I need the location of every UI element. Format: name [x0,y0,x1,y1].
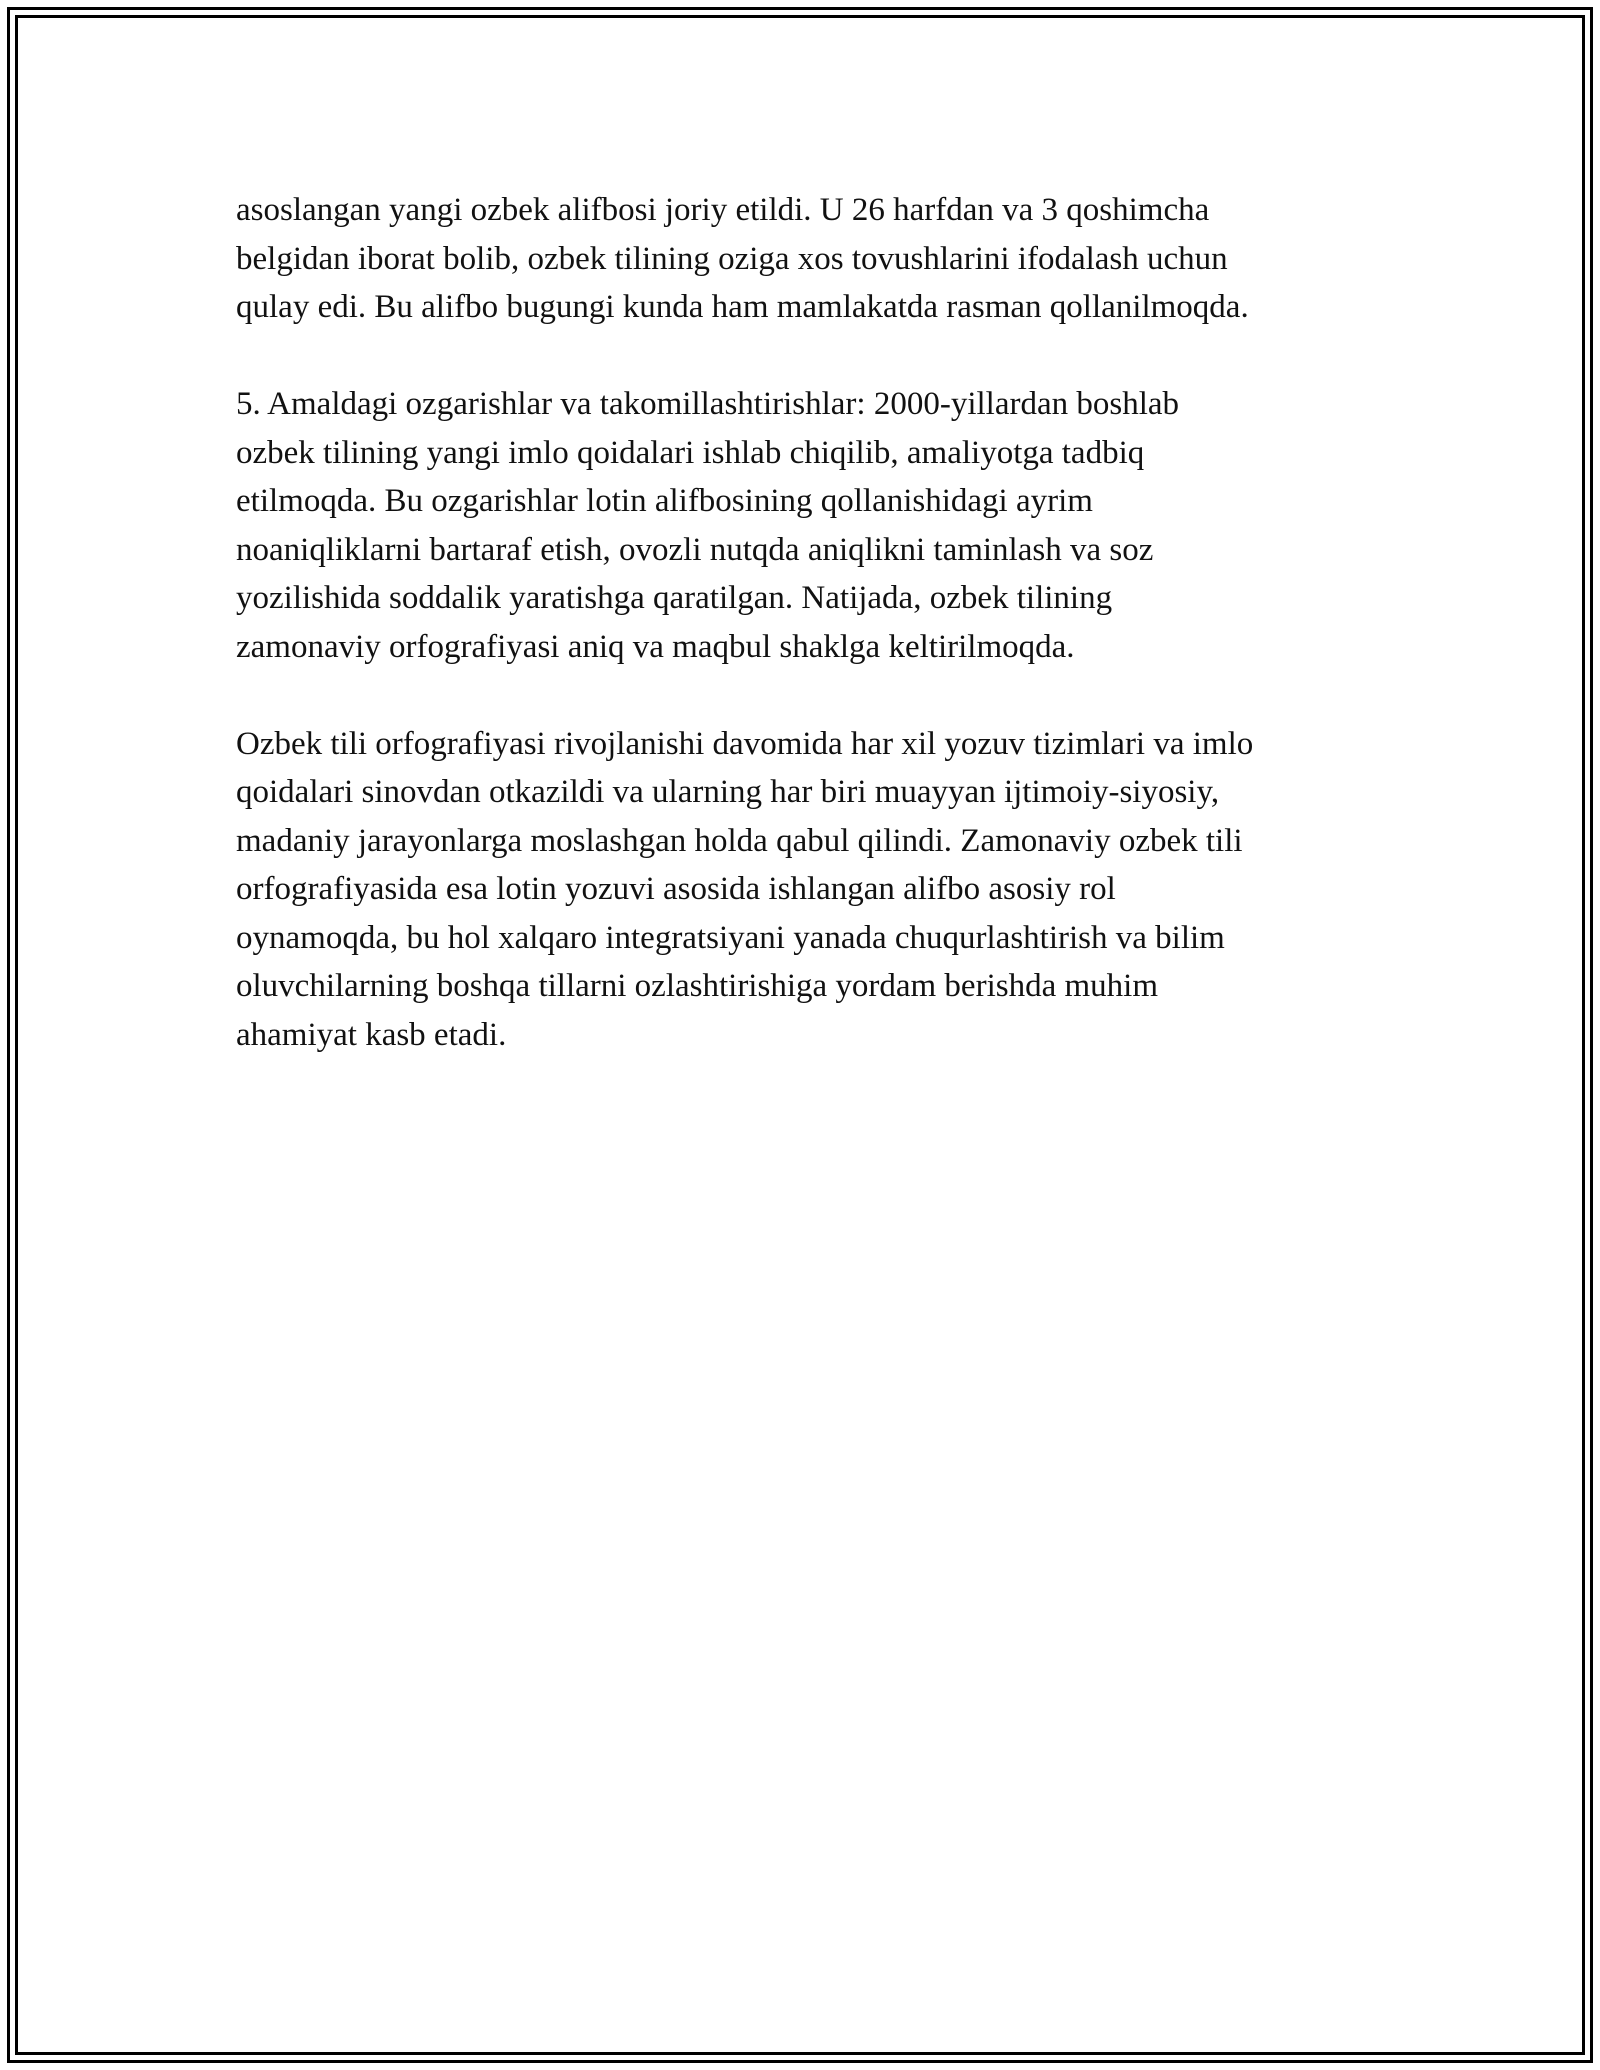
text-line: yozilishida soddalik yaratishga qaratilgan. Natijada, ozbek tilining [236,580,1113,616]
text-line: qulay edi. Bu alifbo bugungi kunda ham mamlakatda rasman qollanilmoqda. [236,289,1249,325]
paragraph-conclusion [236,720,1376,1060]
text-line: madaniy jarayonlarga moslashgan holda qabul qilindi. Zamonaviy ozbek tili [236,822,1243,859]
text-line: zamonaviy orfografiyasi aniq va maqbul shaklga keltirilmoqda. [236,628,1075,665]
text-line: 5. Amaldagi ozgarishlar va takomillashtirishlar: 2000-yillardan boshlab [236,386,1180,422]
text-line: Ozbek tili orfografiyasi rivojlanishi davomida har xil yozuv tizimlari va imlo [236,725,1254,762]
text-line: etilmoqda. Bu ozgarishlar lotin alifbosining qollanishidagi ayrim [236,483,1093,519]
text-line: qoidalari sinovdan otkazildi va ularning har biri muayyan ijtimoiy-siyosiy, [236,774,1220,810]
text-line: orfografiyasida esa lotin yozuvi asosida ishlangan alifbo asosiy rol [236,871,1116,907]
text-line: ahamiyat kasb etadi. [236,1016,507,1053]
paragraph-alphabet-introduction [236,186,1376,332]
text-line: belgidan iborat bolib, ozbek tilining oziga xos tovushlarini ifodalash uchun [236,240,1228,277]
text-line: ozbek tilining yangi imlo qoidalari ishlab chiqilib, amaliyotga tadbiq [236,434,1145,471]
text-line: oynamoqda, bu hol xalqaro integratsiyani yanada chuqurlashtirish va bilim [236,919,1225,956]
text-line: noaniqliklarni bartaraf etish, ovozli nutqda aniqlikni taminlash va soz [236,531,1154,568]
document-body [236,186,1376,1108]
paragraph-current-changes [236,380,1376,671]
text-line: asoslangan yangi ozbek alifbosi joriy etildi. U 26 harfdan va 3 qoshimcha [236,192,1210,228]
text-line: oluvchilarning boshqa tillarni ozlashtirishiga yordam berishda muhim [236,968,1158,1004]
